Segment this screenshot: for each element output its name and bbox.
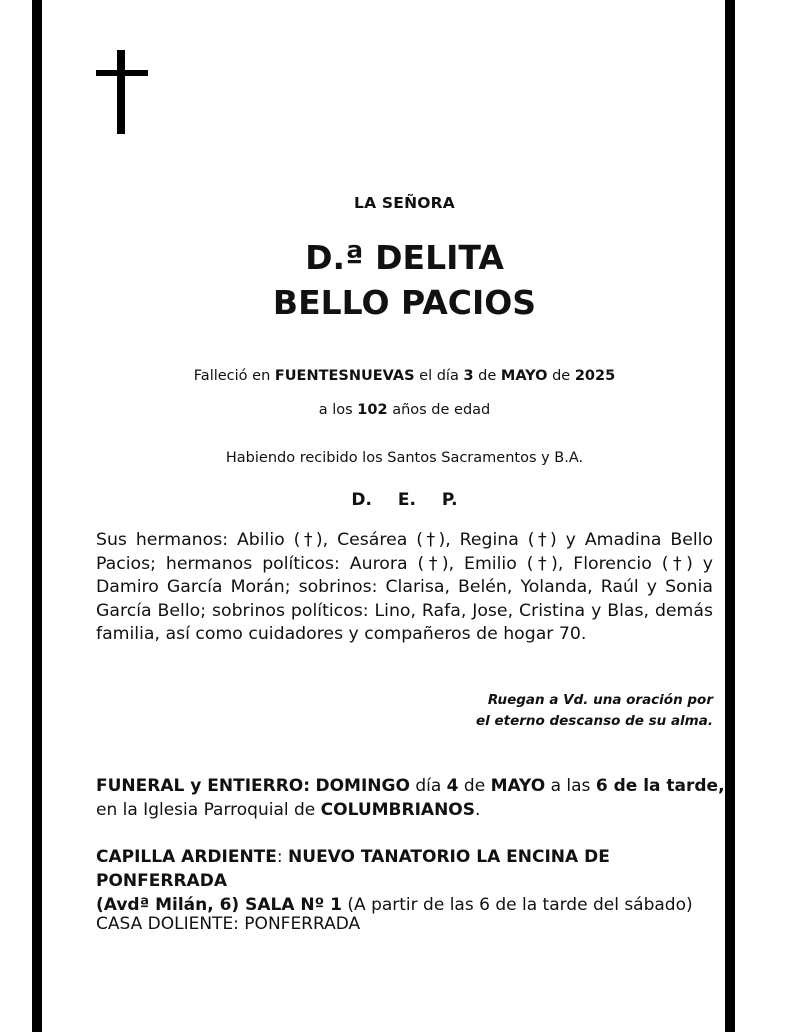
death-info: Falleció en FUENTESNUEVAS el día 3 de MAYO de 2025 xyxy=(193,368,616,384)
sacraments-text: Habiendo recibido los Santos Sacramentos y B.A. xyxy=(225,450,584,466)
family-text: Sus hermanos: Abilio (†), Cesárea (†), Regina (†) y Amadina Bello Pacios; hermanos políticos: Aurora (†), Emilio (†), Florencio (†) y Damiro García Morán; sobrinos: Clarisa, Belén, Yolanda, Raúl y Sonia García Bello; sobrinos políticos: Lino, Rafa, Jose, Cristina y Blas, demás familia, así como cuidadores y compañeros de hogar 70. xyxy=(96,530,713,644)
honorific-title: LA SEÑORA xyxy=(354,194,455,212)
cross-icon xyxy=(96,50,148,134)
prayer-text: Ruegan a Vd. una oración por el eterno descanso de su alma. xyxy=(476,692,713,729)
mourning-house: CASA DOLIENTE: PONFERRADA xyxy=(96,914,361,934)
dep-text: D. E. P. xyxy=(351,490,458,510)
age-info: a los 102 años de edad xyxy=(318,402,491,418)
chapel-info: CAPILLA ARDIENTE: NUEVO TANATORIO LA ENCINA DE PONFERRADA (Avdª Milán, 6) SALA Nº 1 (A partir de las 6 de la tarde del sábado) xyxy=(96,847,693,915)
deceased-name-line2: BELLO PACIOS xyxy=(272,283,537,322)
funeral-info: FUNERAL y ENTIERRO: DOMINGO día 4 de MAYO a las 6 de la tarde, en la Iglesia Parroquial de COLUMBRIANOS. xyxy=(96,776,725,820)
deceased-name-line1: D.ª DELITA xyxy=(305,238,504,277)
